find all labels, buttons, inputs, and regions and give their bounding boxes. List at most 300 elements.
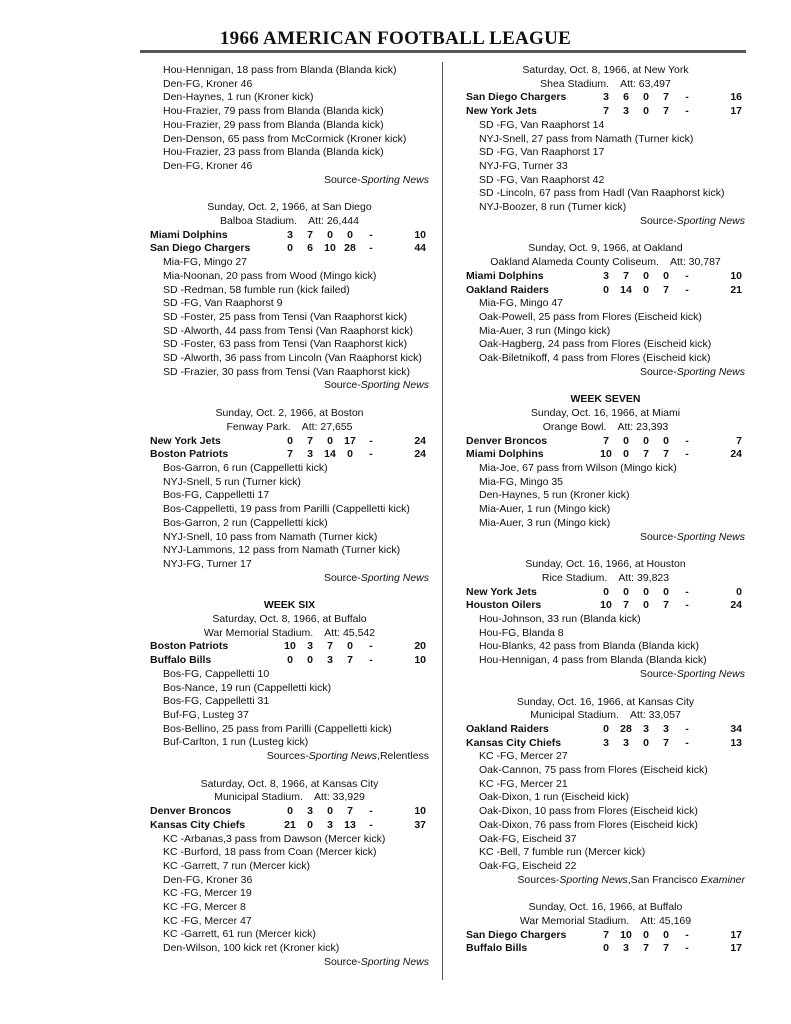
scoring-play: Bos-FG, Cappelletti 31 bbox=[163, 695, 270, 708]
scoring-play: SD -Alworth, 36 pass from Lincoln (Van Raaphorst kick) bbox=[163, 352, 422, 365]
score-dash: - bbox=[685, 942, 689, 955]
quarter-score: 0 bbox=[347, 448, 353, 461]
scoring-play: Mia-Auer, 3 run (Mingo kick) bbox=[479, 516, 611, 529]
game-date: Saturday, Oct. 8, 1966, at Kansas City bbox=[200, 777, 379, 790]
quarter-score: 3 bbox=[663, 722, 669, 735]
quarter-score: 3 bbox=[623, 942, 629, 955]
score-dash: - bbox=[685, 448, 689, 461]
quarter-score: 0 bbox=[663, 928, 669, 941]
team-name: Oakland Raiders bbox=[466, 722, 549, 735]
scoring-play: Hou-Frazier, 79 pass from Blanda (Blanda kick) bbox=[163, 105, 384, 118]
game-venue: Municipal Stadium. Att: 33,929 bbox=[214, 791, 365, 804]
scoring-play: Den-Haynes, 5 run (Kroner kick) bbox=[479, 489, 630, 502]
quarter-score: 0 bbox=[663, 269, 669, 282]
scoring-play: KC -FG, Mercer 8 bbox=[163, 901, 246, 914]
team-name: San Diego Chargers bbox=[466, 928, 567, 941]
quarter-score: 0 bbox=[643, 585, 649, 598]
game-spacer bbox=[466, 228, 745, 242]
game-date: Sunday, Oct. 16, 1966, at Miami bbox=[530, 407, 681, 420]
scoring-play: NYJ-FG, Turner 17 bbox=[163, 557, 252, 570]
scoring-play: Hou-Johnson, 33 run (Blanda kick) bbox=[479, 613, 641, 626]
quarter-score: 3 bbox=[327, 818, 333, 831]
score-line bbox=[150, 640, 429, 654]
scoring-play: Buf-Carlton, 1 run (Lusteg kick) bbox=[163, 736, 309, 749]
game-block bbox=[150, 64, 429, 187]
quarter-score: 3 bbox=[623, 105, 629, 118]
final-score: 34 bbox=[730, 722, 742, 735]
quarter-score: 0 bbox=[663, 434, 669, 447]
quarter-score: 7 bbox=[663, 105, 669, 118]
source-name: Sporting News bbox=[360, 955, 429, 968]
scoring-play: Mia-FG, Mingo 35 bbox=[479, 475, 564, 488]
scoring-play: KC -Garrett, 7 run (Mercer kick) bbox=[163, 859, 311, 872]
game-venue: Shea Stadium. Att: 63,497 bbox=[540, 77, 671, 90]
game-spacer bbox=[150, 393, 429, 407]
scoring-play: SD -Foster, 25 pass from Tensi (Van Raaphorst kick) bbox=[163, 310, 408, 323]
scoring-play: Mia-Joe, 67 pass from Wilson (Mingo kick) bbox=[479, 461, 677, 474]
quarter-score: 3 bbox=[287, 228, 293, 241]
team-name: Buffalo Bills bbox=[150, 654, 212, 667]
quarter-score: 7 bbox=[623, 269, 629, 282]
week-heading: WEEK SEVEN bbox=[570, 393, 641, 406]
score-line bbox=[150, 819, 429, 833]
scoring-play: Mia-Noonan, 20 pass from Wood (Mingo kick) bbox=[163, 269, 377, 282]
source-line bbox=[466, 215, 745, 229]
scoring-play: Bos-Garron, 6 run (Cappelletti kick) bbox=[163, 461, 328, 474]
game-spacer bbox=[150, 764, 429, 778]
quarter-score: 0 bbox=[643, 928, 649, 941]
game-venue: Balboa Stadium. Att: 26,444 bbox=[220, 215, 359, 228]
game-spacer bbox=[466, 544, 745, 558]
game-date: Saturday, Oct. 8, 1966, at Buffalo bbox=[212, 613, 367, 626]
scoring-play: Oak-Powell, 25 pass from Flores (Eischeid kick) bbox=[479, 310, 702, 323]
team-name: San Diego Chargers bbox=[466, 91, 567, 104]
scoring-play: KC -FG, Mercer 47 bbox=[163, 914, 252, 927]
quarter-score: 0 bbox=[287, 434, 293, 447]
source-line bbox=[466, 366, 745, 380]
game-block bbox=[466, 696, 745, 888]
game-venue: Oakland Alameda County Coliseum. Att: 30,787 bbox=[490, 256, 721, 269]
quarter-score: 3 bbox=[603, 736, 609, 749]
scoring-play: Hou-Hennigan, 4 pass from Blanda (Blanda kick) bbox=[479, 654, 707, 667]
source-name: Sporting News bbox=[676, 530, 745, 543]
score-dash: - bbox=[685, 928, 689, 941]
scoring-play: SD -Alworth, 44 pass from Tensi (Van Raaphorst kick) bbox=[163, 324, 413, 337]
source-prefix: Source- bbox=[323, 571, 361, 584]
scoring-play: SD -Lincoln, 67 pass from Hadl (Van Raaphorst kick) bbox=[479, 187, 725, 200]
score-dash: - bbox=[685, 736, 689, 749]
quarter-score: 3 bbox=[643, 722, 649, 735]
final-score: 17 bbox=[730, 928, 742, 941]
score-line bbox=[466, 737, 745, 751]
scoring-play: Bos-Nance, 19 run (Cappelletti kick) bbox=[163, 681, 332, 694]
score-line bbox=[466, 599, 745, 613]
game-block bbox=[466, 242, 745, 379]
team-name: Miami Dolphins bbox=[150, 228, 228, 241]
game-date: Sunday, Oct. 2, 1966, at San Diego bbox=[207, 201, 372, 214]
game-spacer bbox=[466, 887, 745, 901]
team-name: New York Jets bbox=[466, 105, 537, 118]
score-dash: - bbox=[369, 448, 373, 461]
source-line bbox=[466, 531, 745, 545]
score-dash: - bbox=[685, 91, 689, 104]
quarter-score: 0 bbox=[643, 599, 649, 612]
week-heading: WEEK SIX bbox=[263, 599, 316, 612]
game-block bbox=[150, 778, 429, 970]
quarter-score: 0 bbox=[307, 818, 313, 831]
game-date: Sunday, Oct. 16, 1966, at Houston bbox=[525, 558, 686, 571]
quarter-score: 0 bbox=[347, 228, 353, 241]
scoring-play: Den-Haynes, 1 run (Kroner kick) bbox=[163, 91, 314, 104]
scoring-play: KC -Burford, 18 pass from Coan (Mercer kick) bbox=[163, 846, 377, 859]
scoring-play: SD -FG, Van Raaphorst 17 bbox=[479, 146, 605, 159]
final-score: 24 bbox=[414, 448, 426, 461]
source-line bbox=[466, 874, 745, 888]
score-line bbox=[466, 105, 745, 119]
quarter-score: 7 bbox=[287, 448, 293, 461]
scoring-play: Bos-FG, Cappelletti 10 bbox=[163, 667, 270, 680]
score-dash: - bbox=[685, 585, 689, 598]
score-dash: - bbox=[685, 269, 689, 282]
final-score: 17 bbox=[730, 942, 742, 955]
scoring-play: Bos-Cappelletti, 19 pass from Parilli (Cappelletti kick) bbox=[163, 503, 410, 516]
final-score: 44 bbox=[414, 242, 426, 255]
score-line bbox=[150, 654, 429, 668]
source-extra: ,San Francisco bbox=[627, 873, 701, 886]
quarter-score: 7 bbox=[623, 599, 629, 612]
scoring-play: SD -FG, Van Raaphorst 42 bbox=[479, 173, 605, 186]
score-line bbox=[466, 435, 745, 449]
quarter-score: 0 bbox=[347, 640, 353, 653]
score-line bbox=[150, 448, 429, 462]
score-line bbox=[150, 805, 429, 819]
scoring-play: KC -Garrett, 61 run (Mercer kick) bbox=[163, 928, 316, 941]
quarter-score: 7 bbox=[347, 805, 353, 818]
scoring-play: NYJ-Snell, 27 pass from Namath (Turner kick) bbox=[479, 132, 694, 145]
game-venue: Municipal Stadium. Att: 33,057 bbox=[530, 709, 681, 722]
source-prefix: Source- bbox=[323, 955, 361, 968]
source-name: Sporting News bbox=[559, 873, 628, 886]
scoring-play: NYJ-Snell, 5 run (Turner kick) bbox=[163, 475, 301, 488]
quarter-score: 28 bbox=[620, 722, 632, 735]
quarter-score: 17 bbox=[344, 434, 356, 447]
game-block bbox=[150, 407, 429, 585]
score-line bbox=[466, 586, 745, 600]
team-name: Denver Broncos bbox=[466, 434, 548, 447]
scoring-play: KC -FG, Mercer 21 bbox=[479, 777, 568, 790]
quarter-score: 7 bbox=[603, 434, 609, 447]
source-extra-italic: Examiner bbox=[700, 873, 745, 886]
score-line bbox=[466, 929, 745, 943]
score-line bbox=[466, 91, 745, 105]
source-prefix: Sources- bbox=[517, 873, 560, 886]
source-line bbox=[150, 174, 429, 188]
scoring-play: Den-FG, Kroner 46 bbox=[163, 77, 253, 90]
scoring-play: NYJ-Lammons, 12 pass from Namath (Turner kick) bbox=[163, 544, 401, 557]
final-score: 24 bbox=[730, 599, 742, 612]
final-score: 10 bbox=[414, 654, 426, 667]
final-score: 20 bbox=[414, 640, 426, 653]
game-spacer bbox=[466, 379, 745, 393]
game-date: Sunday, Oct. 16, 1966, at Buffalo bbox=[528, 901, 683, 914]
quarter-score: 7 bbox=[307, 434, 313, 447]
scoring-play: Hou-Blanks, 42 pass from Blanda (Blanda kick) bbox=[479, 640, 700, 653]
scoring-play: Mia-Auer, 1 run (Mingo kick) bbox=[479, 503, 611, 516]
game-venue: War Memorial Stadium. Att: 45,542 bbox=[203, 626, 376, 639]
scoring-play: Hou-Frazier, 23 pass from Blanda (Blanda kick) bbox=[163, 146, 384, 159]
quarter-score: 0 bbox=[663, 585, 669, 598]
final-score: 10 bbox=[730, 269, 742, 282]
final-score: 24 bbox=[730, 448, 742, 461]
quarter-score: 0 bbox=[623, 585, 629, 598]
quarter-score: 0 bbox=[287, 242, 293, 255]
scoring-play: KC -FG, Mercer 19 bbox=[163, 887, 252, 900]
scoring-play: NYJ-FG, Turner 33 bbox=[479, 159, 568, 172]
quarter-score: 7 bbox=[347, 654, 353, 667]
scoring-play: KC -Bell, 7 fumble run (Mercer kick) bbox=[479, 846, 646, 859]
score-dash: - bbox=[685, 599, 689, 612]
scoring-play: Den-Wilson, 100 kick ret (Kroner kick) bbox=[163, 942, 340, 955]
game-block bbox=[466, 901, 745, 956]
column-divider bbox=[442, 62, 443, 980]
game-block bbox=[150, 599, 429, 763]
quarter-score: 0 bbox=[643, 736, 649, 749]
source-prefix: Source- bbox=[639, 667, 677, 680]
quarter-score: 10 bbox=[620, 928, 632, 941]
scoring-play: NYJ-Boozer, 8 run (Turner kick) bbox=[479, 201, 627, 214]
quarter-score: 7 bbox=[663, 599, 669, 612]
scoring-play: Mia-FG, Mingo 27 bbox=[163, 256, 248, 269]
scoring-play: Bos-Garron, 2 run (Cappelletti kick) bbox=[163, 516, 328, 529]
game-date: Saturday, Oct. 8, 1966, at New York bbox=[522, 64, 689, 76]
scoring-play: Oak-FG, Eischeid 37 bbox=[479, 832, 577, 845]
team-name: Kansas City Chiefs bbox=[150, 818, 246, 831]
score-line bbox=[466, 942, 745, 956]
team-name: New York Jets bbox=[150, 434, 221, 447]
team-name: Miami Dolphins bbox=[466, 448, 544, 461]
source-name: Sporting News bbox=[676, 214, 745, 227]
quarter-score: 0 bbox=[327, 434, 333, 447]
game-date: Sunday, Oct. 16, 1966, at Kansas City bbox=[516, 695, 695, 708]
source-prefix: Sources- bbox=[266, 750, 309, 763]
quarter-score: 6 bbox=[623, 91, 629, 104]
quarter-score: 0 bbox=[643, 269, 649, 282]
game-venue: Orange Bowl. Att: 23,393 bbox=[542, 420, 669, 433]
quarter-score: 7 bbox=[663, 942, 669, 955]
final-score: 13 bbox=[730, 736, 742, 749]
source-line bbox=[150, 572, 429, 586]
quarter-score: 0 bbox=[287, 654, 293, 667]
quarter-score: 0 bbox=[643, 434, 649, 447]
team-name: Buffalo Bills bbox=[466, 942, 528, 955]
scoring-play: Oak-Biletnikoff, 4 pass from Flores (Eischeid kick) bbox=[479, 352, 711, 365]
game-date: Sunday, Oct. 2, 1966, at Boston bbox=[215, 407, 364, 420]
scoring-play: Buf-FG, Lusteg 37 bbox=[163, 708, 249, 721]
scoring-play: Oak-FG, Eischeid 22 bbox=[479, 859, 577, 872]
quarter-score: 6 bbox=[307, 242, 313, 255]
quarter-score: 7 bbox=[663, 736, 669, 749]
scoring-play: Den-FG, Kroner 36 bbox=[163, 873, 253, 886]
score-dash: - bbox=[685, 105, 689, 118]
quarter-score: 14 bbox=[324, 448, 336, 461]
scoring-play: SD -Redman, 58 fumble run (kick failed) bbox=[163, 283, 350, 296]
quarter-score: 13 bbox=[344, 818, 356, 831]
score-dash: - bbox=[369, 228, 373, 241]
source-name: Sporting News bbox=[360, 379, 429, 392]
quarter-score: 3 bbox=[307, 448, 313, 461]
quarter-score: 3 bbox=[623, 736, 629, 749]
quarter-score: 14 bbox=[620, 283, 632, 296]
score-line bbox=[150, 229, 429, 243]
quarter-score: 10 bbox=[324, 242, 336, 255]
source-line bbox=[466, 668, 745, 682]
quarter-score: 7 bbox=[663, 91, 669, 104]
score-line bbox=[466, 723, 745, 737]
quarter-score: 0 bbox=[643, 91, 649, 104]
team-name: San Diego Chargers bbox=[150, 242, 251, 255]
right-column bbox=[466, 64, 745, 956]
source-name: Sporting News bbox=[676, 667, 745, 680]
quarter-score: 7 bbox=[327, 640, 333, 653]
quarter-score: 7 bbox=[603, 928, 609, 941]
game-spacer bbox=[150, 585, 429, 599]
scoring-play: Hou-FG, Blanda 8 bbox=[479, 626, 564, 639]
quarter-score: 0 bbox=[327, 228, 333, 241]
score-dash: - bbox=[369, 434, 373, 447]
source-prefix: Source- bbox=[323, 379, 361, 392]
score-line bbox=[150, 435, 429, 449]
quarter-score: 10 bbox=[600, 599, 612, 612]
scoring-play: SD -FG, Van Raaphorst 9 bbox=[163, 297, 283, 310]
scoring-play: Hou-Hennigan, 18 pass from Blanda (Blanda kick) bbox=[163, 64, 397, 76]
quarter-score: 0 bbox=[643, 105, 649, 118]
quarter-score: 28 bbox=[344, 242, 356, 255]
team-name: New York Jets bbox=[466, 585, 537, 598]
source-prefix: Source- bbox=[639, 530, 677, 543]
quarter-score: 10 bbox=[600, 448, 612, 461]
page-title: 1966 AMERICAN FOOTBALL LEAGUE bbox=[219, 28, 572, 49]
team-name: Denver Broncos bbox=[150, 805, 232, 818]
source-line bbox=[150, 750, 429, 764]
quarter-score: 7 bbox=[663, 283, 669, 296]
game-block bbox=[466, 393, 745, 544]
quarter-score: 0 bbox=[287, 805, 293, 818]
scoring-play: Oak-Dixon, 76 pass from Flores (Eischeid kick) bbox=[479, 818, 698, 831]
quarter-score: 10 bbox=[284, 640, 296, 653]
score-dash: - bbox=[685, 283, 689, 296]
quarter-score: 7 bbox=[643, 942, 649, 955]
scoring-play: Bos-Bellino, 25 pass from Parilli (Cappelletti kick) bbox=[163, 722, 392, 735]
quarter-score: 0 bbox=[603, 585, 609, 598]
quarter-score: 0 bbox=[307, 654, 313, 667]
scoring-play: Den-Denson, 65 pass from McCormick (Kroner kick) bbox=[163, 132, 407, 145]
source-name: Sporting News bbox=[360, 571, 429, 584]
source-prefix: Source- bbox=[639, 214, 677, 227]
quarter-score: 0 bbox=[603, 283, 609, 296]
source-name: Sporting News bbox=[308, 750, 378, 763]
score-line bbox=[466, 284, 745, 298]
scoring-play: SD -Foster, 63 pass from Tensi (Van Raaphorst kick) bbox=[163, 338, 408, 351]
scoring-play: Den-FG, Kroner 46 bbox=[163, 159, 253, 172]
team-name: Kansas City Chiefs bbox=[466, 736, 562, 749]
final-score: 10 bbox=[414, 805, 426, 818]
final-score: 24 bbox=[414, 434, 426, 447]
team-name: Houston Oilers bbox=[466, 599, 542, 612]
final-score: 16 bbox=[730, 91, 742, 104]
source-line bbox=[150, 956, 429, 970]
score-line bbox=[466, 448, 745, 462]
source-prefix: Source- bbox=[639, 365, 677, 378]
quarter-score: 7 bbox=[307, 228, 313, 241]
final-score: 21 bbox=[730, 283, 742, 296]
game-spacer bbox=[466, 682, 745, 696]
scoring-play: Oak-Dixon, 1 run (Eischeid kick) bbox=[479, 791, 629, 804]
quarter-score: 0 bbox=[603, 722, 609, 735]
scoring-play: Oak-Hagberg, 24 pass from Flores (Eischeid kick) bbox=[479, 338, 712, 351]
quarter-score: 0 bbox=[327, 805, 333, 818]
scoring-play: SD -FG, Van Raaphorst 14 bbox=[479, 118, 605, 131]
source-line bbox=[150, 379, 429, 393]
scoring-play: Mia-Auer, 3 run (Mingo kick) bbox=[479, 324, 611, 337]
scoring-play: Oak-Cannon, 75 pass from Flores (Eischeid kick) bbox=[479, 764, 708, 777]
final-score: 17 bbox=[730, 105, 742, 118]
game-venue: Rice Stadium. Att: 39,823 bbox=[541, 571, 670, 584]
team-name: Oakland Raiders bbox=[466, 283, 549, 296]
score-dash: - bbox=[369, 654, 373, 667]
final-score: 7 bbox=[736, 434, 742, 447]
score-dash: - bbox=[369, 640, 373, 653]
scoring-play: Bos-FG, Cappelletti 17 bbox=[163, 489, 270, 502]
quarter-score: 21 bbox=[284, 818, 296, 831]
team-name: Miami Dolphins bbox=[466, 269, 544, 282]
score-dash: - bbox=[369, 818, 373, 831]
quarter-score: 0 bbox=[643, 283, 649, 296]
quarter-score: 3 bbox=[307, 805, 313, 818]
left-column bbox=[150, 64, 429, 970]
score-dash: - bbox=[369, 242, 373, 255]
quarter-score: 0 bbox=[623, 448, 629, 461]
game-block bbox=[466, 558, 745, 681]
quarter-score: 3 bbox=[603, 269, 609, 282]
quarter-score: 7 bbox=[603, 105, 609, 118]
game-spacer bbox=[150, 187, 429, 201]
score-dash: - bbox=[369, 805, 373, 818]
scoring-play: NYJ-Snell, 10 pass from Namath (Turner kick) bbox=[163, 530, 378, 543]
game-date: Sunday, Oct. 9, 1966, at Oakland bbox=[528, 242, 683, 255]
scoring-play: Oak-Dixon, 10 pass from Flores (Eischeid kick) bbox=[479, 805, 698, 818]
scoring-play: KC -Arbanas,3 pass from Dawson (Mercer kick) bbox=[163, 832, 386, 845]
quarter-score: 7 bbox=[643, 448, 649, 461]
team-name: Boston Patriots bbox=[150, 640, 229, 653]
title-rule bbox=[140, 50, 746, 53]
quarter-score: 7 bbox=[663, 448, 669, 461]
score-dash: - bbox=[685, 434, 689, 447]
source-name: Sporting News bbox=[676, 365, 745, 378]
game-venue: War Memorial Stadium. Att: 45,169 bbox=[519, 915, 692, 928]
game-venue: Fenway Park. Att: 27,655 bbox=[226, 420, 353, 433]
scoring-play: Hou-Frazier, 29 pass from Blanda (Blanda kick) bbox=[163, 118, 384, 131]
scoring-play: Mia-FG, Mingo 47 bbox=[479, 297, 564, 310]
final-score: 10 bbox=[414, 228, 426, 241]
game-block bbox=[150, 201, 429, 393]
quarter-score: 0 bbox=[623, 434, 629, 447]
source-prefix: Source- bbox=[323, 173, 361, 186]
quarter-score: 0 bbox=[603, 942, 609, 955]
score-line bbox=[150, 242, 429, 256]
team-name: Boston Patriots bbox=[150, 448, 229, 461]
game-block bbox=[466, 64, 745, 228]
source-extra: ,Relentless bbox=[377, 750, 429, 763]
